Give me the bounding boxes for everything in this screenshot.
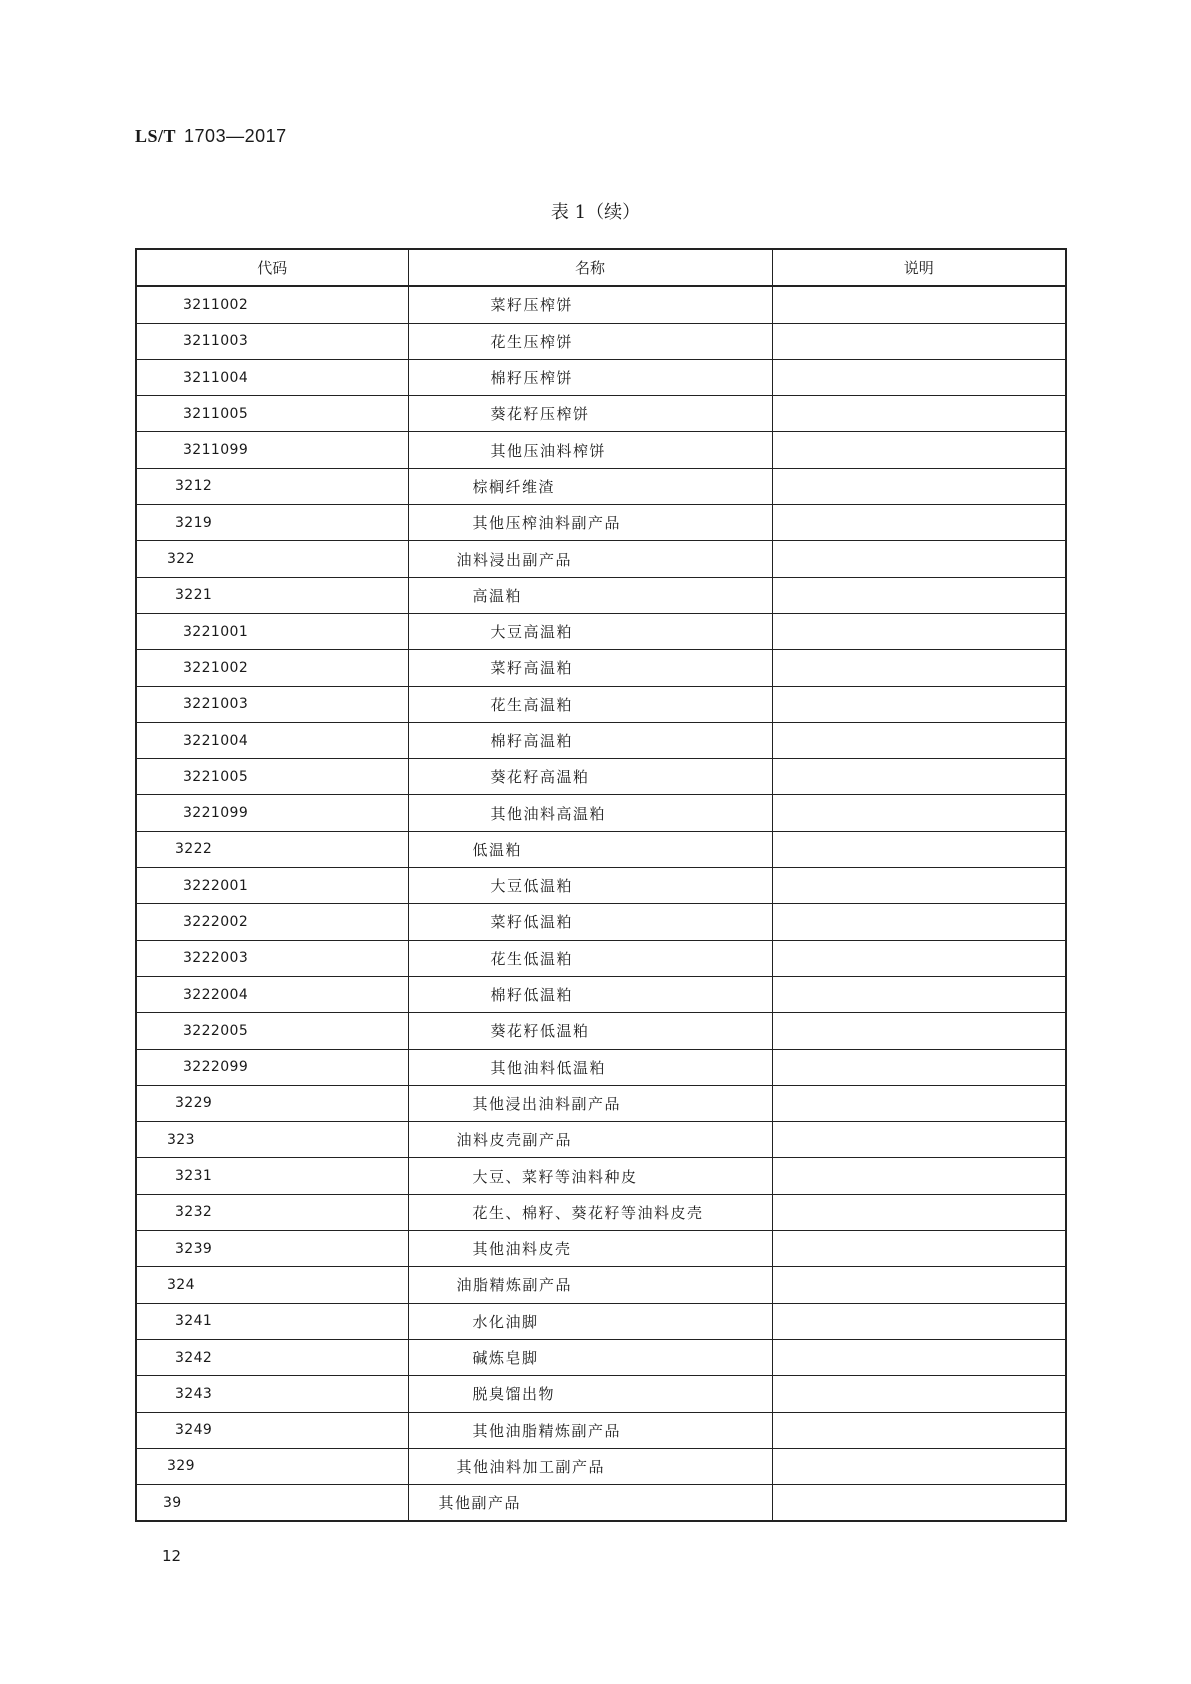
cell-note <box>772 577 1066 613</box>
cell-name: 其他压榨油料副产品 <box>408 505 772 541</box>
cell-note <box>772 686 1066 722</box>
cell-name: 其他浸出油料副产品 <box>408 1085 772 1121</box>
cell-note <box>772 1013 1066 1049</box>
table-row <box>136 1376 1066 1412</box>
cell-note <box>772 396 1066 432</box>
standard-prefix: LS/T <box>135 126 177 146</box>
table-row <box>136 1485 1066 1522</box>
cell-code: 3221005 <box>136 759 408 795</box>
cell-note <box>772 831 1066 867</box>
cell-name: 葵花籽高温粕 <box>408 759 772 795</box>
cell-code: 3222003 <box>136 940 408 976</box>
cell-name: 葵花籽低温粕 <box>408 1013 772 1049</box>
column-header-code: 代码 <box>136 249 408 286</box>
cell-code: 329 <box>136 1448 408 1484</box>
table-row <box>136 432 1066 468</box>
table-row <box>136 613 1066 649</box>
cell-name: 油脂精炼副产品 <box>408 1267 772 1303</box>
cell-note <box>772 359 1066 395</box>
classification-table <box>135 248 1067 1522</box>
table-row <box>136 1448 1066 1484</box>
cell-code: 322 <box>136 541 408 577</box>
cell-note <box>772 1485 1066 1522</box>
table-row <box>136 323 1066 359</box>
cell-note <box>772 1231 1066 1267</box>
cell-code: 3222005 <box>136 1013 408 1049</box>
cell-name: 低温粕 <box>408 831 772 867</box>
cell-name: 花生高温粕 <box>408 686 772 722</box>
cell-note <box>772 722 1066 758</box>
cell-name: 菜籽压榨饼 <box>408 286 772 323</box>
table-row <box>136 722 1066 758</box>
cell-code: 3211099 <box>136 432 408 468</box>
cell-code: 3221004 <box>136 722 408 758</box>
cell-note <box>772 1376 1066 1412</box>
column-header-name: 名称 <box>408 249 772 286</box>
cell-name: 其他油料皮壳 <box>408 1231 772 1267</box>
table-row <box>136 759 1066 795</box>
table-row <box>136 795 1066 831</box>
cell-code: 3243 <box>136 1376 408 1412</box>
cell-note <box>772 1448 1066 1484</box>
cell-code: 3221003 <box>136 686 408 722</box>
cell-code: 3229 <box>136 1085 408 1121</box>
cell-code: 3249 <box>136 1412 408 1448</box>
table-row <box>136 396 1066 432</box>
cell-note <box>772 795 1066 831</box>
cell-code: 3221099 <box>136 795 408 831</box>
cell-note <box>772 323 1066 359</box>
cell-code: 3231 <box>136 1158 408 1194</box>
cell-name: 其他副产品 <box>408 1485 772 1522</box>
cell-code: 3241 <box>136 1303 408 1339</box>
cell-name: 花生压榨饼 <box>408 323 772 359</box>
table-row <box>136 831 1066 867</box>
cell-note <box>772 1412 1066 1448</box>
cell-code: 3211004 <box>136 359 408 395</box>
cell-note <box>772 759 1066 795</box>
cell-code: 3222001 <box>136 868 408 904</box>
cell-name: 棕榈纤维渣 <box>408 468 772 504</box>
table-row <box>136 359 1066 395</box>
table-row <box>136 868 1066 904</box>
cell-name: 大豆高温粕 <box>408 613 772 649</box>
cell-name: 大豆、菜籽等油料种皮 <box>408 1158 772 1194</box>
cell-name: 棉籽压榨饼 <box>408 359 772 395</box>
cell-note <box>772 286 1066 323</box>
cell-code: 324 <box>136 1267 408 1303</box>
cell-code: 3222 <box>136 831 408 867</box>
table-row <box>136 1013 1066 1049</box>
table-row <box>136 1085 1066 1121</box>
cell-note <box>772 1158 1066 1194</box>
table-row <box>136 1267 1066 1303</box>
cell-name: 其他油脂精炼副产品 <box>408 1412 772 1448</box>
table-row <box>136 468 1066 504</box>
table-row <box>136 1231 1066 1267</box>
cell-code: 3219 <box>136 505 408 541</box>
cell-name: 大豆低温粕 <box>408 868 772 904</box>
table-row <box>136 1412 1066 1448</box>
table-row <box>136 541 1066 577</box>
table-row <box>136 1049 1066 1085</box>
cell-code: 3221001 <box>136 613 408 649</box>
cell-name: 其他油料高温粕 <box>408 795 772 831</box>
cell-note <box>772 940 1066 976</box>
cell-note <box>772 468 1066 504</box>
cell-code: 3239 <box>136 1231 408 1267</box>
cell-name: 花生低温粕 <box>408 940 772 976</box>
cell-note <box>772 1049 1066 1085</box>
cell-code: 323 <box>136 1122 408 1158</box>
cell-name: 葵花籽压榨饼 <box>408 396 772 432</box>
cell-code: 3211003 <box>136 323 408 359</box>
table-row <box>136 1194 1066 1230</box>
cell-code: 3212 <box>136 468 408 504</box>
cell-name: 其他油料加工副产品 <box>408 1448 772 1484</box>
standard-number: 1703—2017 <box>184 126 287 146</box>
cell-name: 菜籽低温粕 <box>408 904 772 940</box>
cell-name: 油料皮壳副产品 <box>408 1122 772 1158</box>
cell-name: 菜籽高温粕 <box>408 650 772 686</box>
cell-code: 3222099 <box>136 1049 408 1085</box>
cell-note <box>772 432 1066 468</box>
table-row <box>136 1122 1066 1158</box>
cell-name: 脱臭馏出物 <box>408 1376 772 1412</box>
table-header-row <box>136 249 1066 286</box>
cell-note <box>772 1339 1066 1375</box>
table-row <box>136 686 1066 722</box>
cell-note <box>772 505 1066 541</box>
cell-name: 其他压油料榨饼 <box>408 432 772 468</box>
cell-code: 3221002 <box>136 650 408 686</box>
table-row <box>136 1158 1066 1194</box>
cell-name: 水化油脚 <box>408 1303 772 1339</box>
cell-note <box>772 904 1066 940</box>
cell-code: 3222004 <box>136 976 408 1012</box>
cell-note <box>772 1085 1066 1121</box>
standard-code <box>135 126 287 147</box>
cell-code: 3222002 <box>136 904 408 940</box>
cell-name: 碱炼皂脚 <box>408 1339 772 1375</box>
cell-name: 其他油料低温粕 <box>408 1049 772 1085</box>
cell-code: 3211002 <box>136 286 408 323</box>
cell-code: 3221 <box>136 577 408 613</box>
cell-note <box>772 541 1066 577</box>
cell-note <box>772 1122 1066 1158</box>
cell-note <box>772 1194 1066 1230</box>
cell-name: 花生、棉籽、葵花籽等油料皮壳 <box>408 1194 772 1230</box>
cell-code: 3211005 <box>136 396 408 432</box>
cell-name: 棉籽高温粕 <box>408 722 772 758</box>
cell-note <box>772 1303 1066 1339</box>
cell-name: 棉籽低温粕 <box>408 976 772 1012</box>
table-row <box>136 1339 1066 1375</box>
cell-name: 油料浸出副产品 <box>408 541 772 577</box>
cell-note <box>772 650 1066 686</box>
table-row <box>136 976 1066 1012</box>
cell-name: 高温粕 <box>408 577 772 613</box>
cell-code: 3242 <box>136 1339 408 1375</box>
table-row <box>136 505 1066 541</box>
cell-note <box>772 976 1066 1012</box>
cell-note <box>772 613 1066 649</box>
table-row <box>136 940 1066 976</box>
cell-code: 39 <box>136 1485 408 1522</box>
table-row <box>136 286 1066 323</box>
table-body <box>136 286 1066 1521</box>
table-row <box>136 1303 1066 1339</box>
page-number: 12 <box>162 1547 182 1565</box>
cell-note <box>772 1267 1066 1303</box>
table-row <box>136 650 1066 686</box>
column-header-note: 说明 <box>772 249 1066 286</box>
cell-code: 3232 <box>136 1194 408 1230</box>
table-row <box>136 577 1066 613</box>
cell-note <box>772 868 1066 904</box>
table-row <box>136 904 1066 940</box>
table-title: 表 1（续） <box>550 202 641 223</box>
